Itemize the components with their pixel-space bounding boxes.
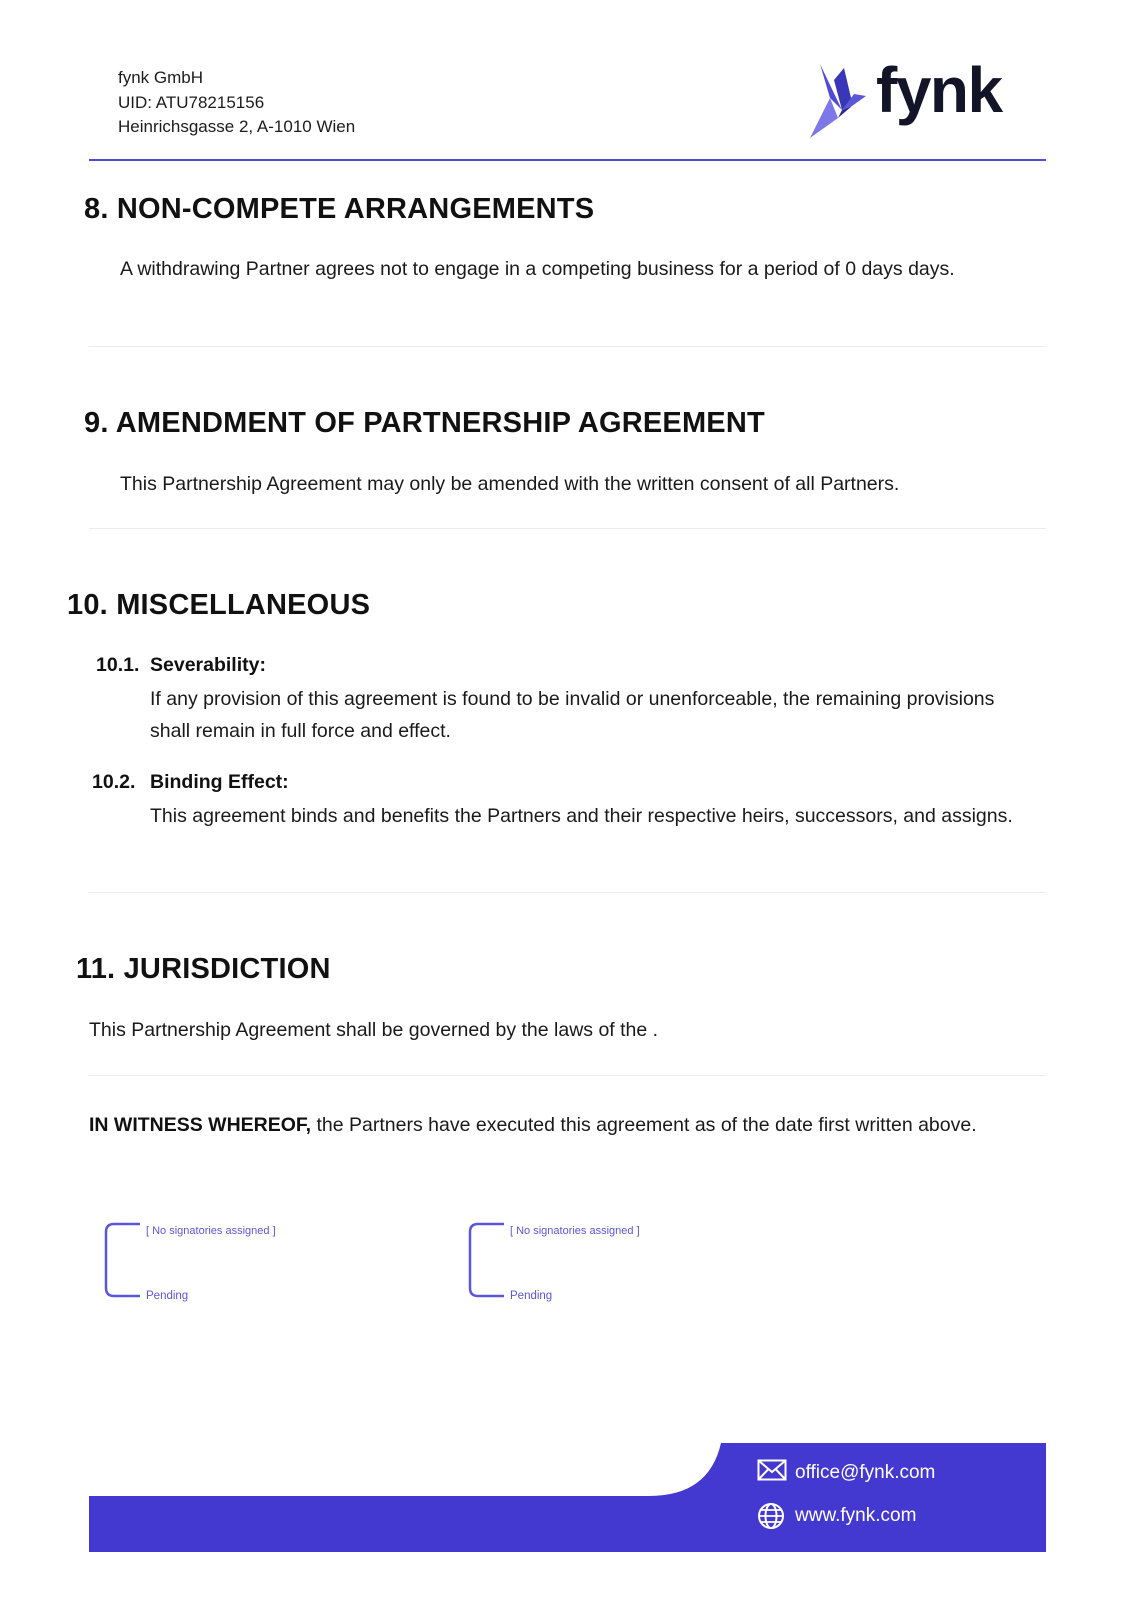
fynk-logo (808, 54, 1008, 144)
header-divider (89, 159, 1046, 161)
section-11-body: This Partnership Agreement shall be governed by the laws of the . (89, 1019, 659, 1041)
section-10-title: MISCELLANEOUS (116, 589, 371, 621)
section-divider (89, 528, 1046, 529)
signatory-name: [ No signatories assigned ] (146, 1225, 276, 1237)
footer-website[interactable] (757, 1502, 916, 1530)
signature-status: Pending (510, 1290, 553, 1302)
witness-text: the Partners have executed this agreement as of the date first written above. (311, 1114, 977, 1136)
section-9-title: AMENDMENT OF PARTNERSHIP AGREEMENT (115, 407, 765, 439)
section-10-number: 10. (67, 589, 108, 621)
subsection-10-1-title: Severability: (150, 654, 266, 676)
signatory-name: [ No signatories assigned ] (510, 1225, 640, 1237)
signature-block[interactable] (104, 1222, 364, 1312)
company-info (118, 66, 355, 140)
section-divider (89, 346, 1046, 347)
subsection-10-2-body: This agreement binds and benefits the Partners and their respective heirs, successors, and assigns. (150, 805, 1013, 827)
section-9-heading (84, 407, 765, 440)
section-11-heading (76, 953, 331, 986)
section-8-heading (84, 193, 594, 226)
section-10-heading (67, 589, 370, 622)
section-9-number: 9. (84, 407, 109, 439)
section-9-body: This Partnership Agreement may only be amended with the written consent of all Partners. (120, 473, 900, 495)
company-address: Heinrichsgasse 2, A-1010 Wien (118, 117, 356, 136)
footer-email[interactable] (757, 1459, 935, 1487)
signature-bracket-icon (104, 1222, 144, 1298)
signature-block[interactable] (468, 1222, 728, 1312)
bird-logo-icon (808, 60, 878, 144)
footer-website-text[interactable]: www.fynk.com (795, 1505, 917, 1526)
envelope-icon (757, 1459, 791, 1487)
section-8-number: 8. (84, 193, 109, 225)
section-11-title: JURISDICTION (123, 953, 331, 985)
subsection-10-2-title: Binding Effect: (150, 771, 289, 793)
witness-clause (89, 1109, 1019, 1141)
section-8-body: A withdrawing Partner agrees not to engage in a competing business for a period of 0 days days. (120, 258, 955, 280)
witness-lead: IN WITNESS WHEREOF, (89, 1114, 312, 1136)
footer-band (89, 1443, 1046, 1552)
section-8-title: NON-COMPETE ARRANGEMENTS (116, 193, 595, 225)
subsection-10-1-number: 10.1. (96, 654, 140, 676)
signature-status: Pending (146, 1290, 189, 1302)
signature-bracket-icon (468, 1222, 508, 1298)
globe-icon (757, 1502, 791, 1530)
section-divider (89, 1075, 1046, 1076)
subsection-10-2-number: 10.2. (92, 771, 136, 793)
logo-wordmark: fynk (876, 54, 1002, 126)
footer-email-text[interactable]: office@fynk.com (795, 1462, 936, 1483)
subsection-10-1-body: If any provision of this agreement is found to be invalid or unenforceable, the remaining provisions shall remain in full force and effect. (150, 688, 995, 742)
company-uid: UID: ATU78215156 (118, 92, 265, 112)
section-divider (89, 892, 1046, 893)
section-11-number: 11. (76, 953, 116, 985)
company-name: fynk GmbH (118, 68, 204, 87)
